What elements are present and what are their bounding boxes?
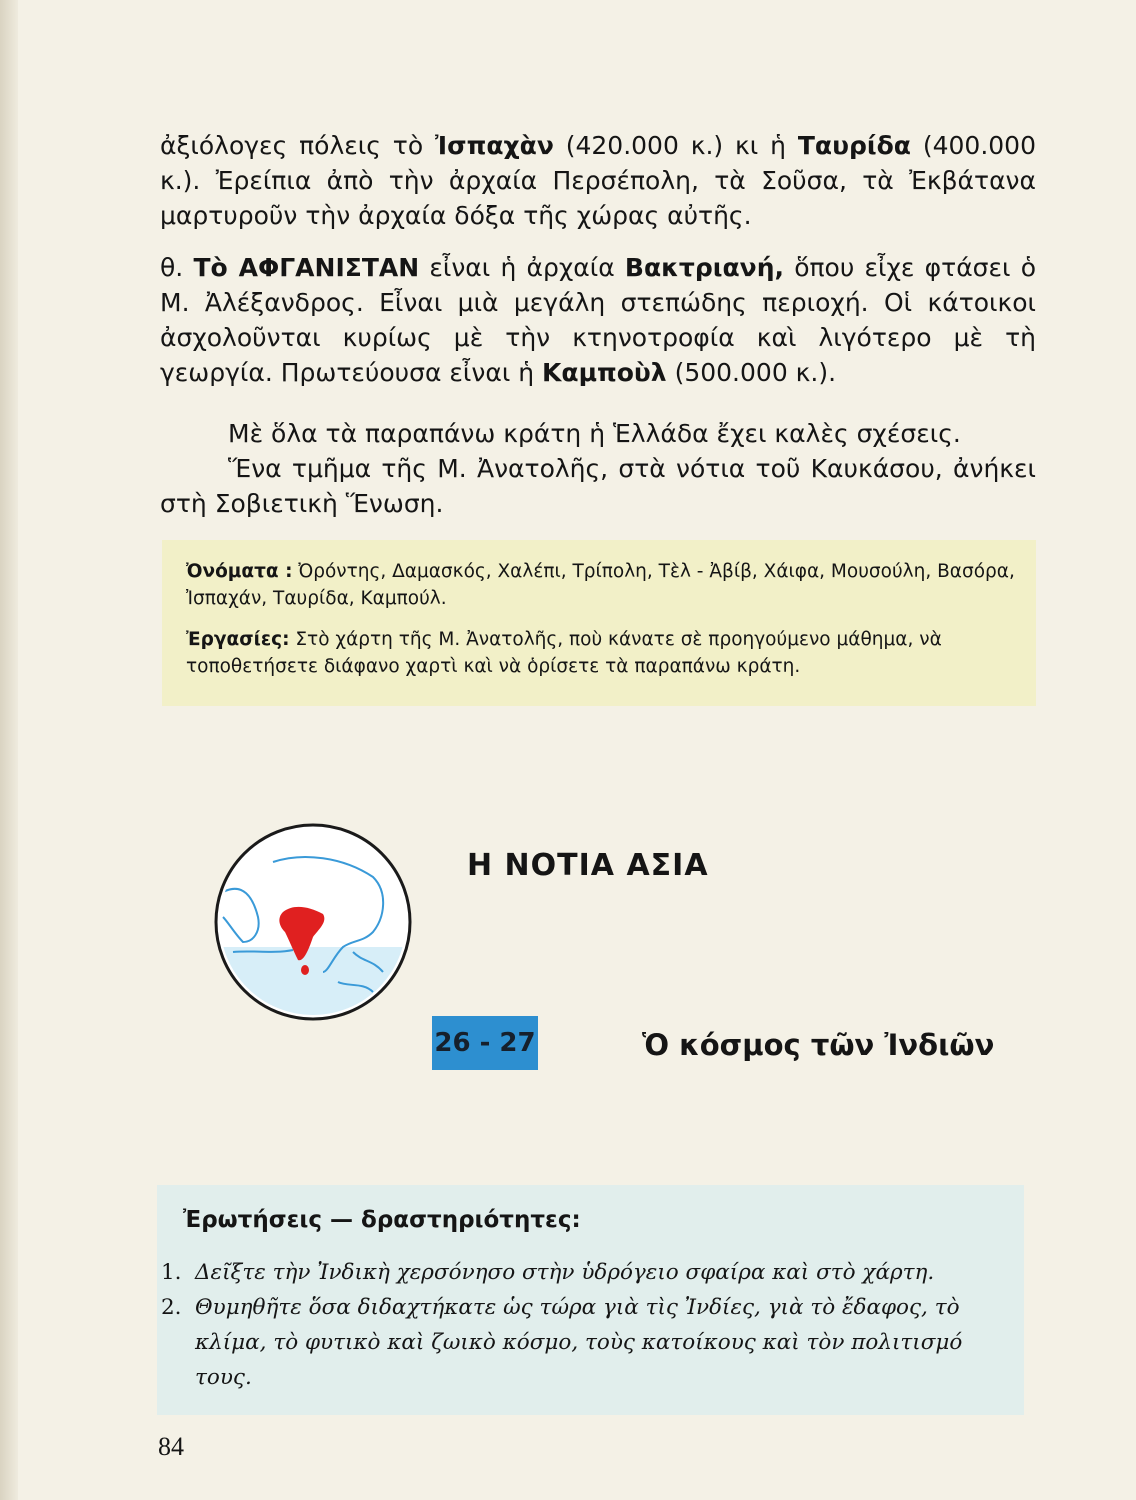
lesson-title: Ὁ κόσμος τῶν Ἰνδιῶν (642, 1028, 995, 1062)
bold-term-bactria: Βακτριανή, (624, 253, 784, 282)
question-item (161, 1290, 1014, 1395)
paragraph-iran-cities (160, 128, 1036, 233)
question-text: Δεῖξτε τὴν Ἰνδικὴ χερσόνησο στὴν ὑδρόγειο σφαίρα καὶ στὸ χάρτη. (195, 1260, 935, 1285)
bold-term-kabul: Καμποὺλ (542, 358, 667, 387)
names-label: Ὀνόματα : (186, 561, 293, 582)
tasks-text: Στὸ χάρτη τῆς Μ. Ἀνατολῆς, ποὺ κάνατε σὲ προηγούμενο μάθημα, νὰ τοποθετήσετε διάφανο χαρτὶ καὶ νὰ ὁρίσετε τὰ παραπάνω κράτη. (186, 629, 942, 677)
tasks-label: Ἐργασίες: (186, 629, 290, 650)
text-run: (500.000 κ.). (666, 358, 837, 387)
soviet-sentence: Ἕνα τμῆμα τῆς Μ. Ἀνατολῆς, στὰ νότια τοῦ Καυκάσου, ἀνήκει στὴ Σοβιετικὴ Ἕνωση. (160, 454, 1036, 518)
names-tasks-box (162, 540, 1036, 706)
sri-lanka-highlight (301, 965, 309, 975)
globe-map-south-asia (213, 822, 413, 1022)
lesson-number-badge: 26 - 27 (432, 1016, 538, 1070)
text-run: ἀξιόλογες πόλεις τὸ (160, 131, 436, 160)
questions-box (157, 1185, 1024, 1415)
page-binding-edge (0, 0, 18, 1500)
page-number: 84 (158, 1432, 184, 1461)
question-number: 1. (161, 1260, 182, 1285)
section-title: Η ΝΟΤΙΑ ΑΣΙΑ (467, 848, 709, 883)
bold-term-isfahan: Ἰσπαχὰν (435, 131, 554, 160)
bold-term-tabriz: Ταυρίδα (797, 131, 911, 160)
paragraph-relations (160, 416, 1036, 521)
text-run: (420.000 κ.) κι ἡ (553, 131, 798, 160)
question-number: 2. (161, 1295, 182, 1320)
bold-term-afghanistan: Τὸ ΑΦΓΑΝΙΣΤΑΝ (193, 253, 420, 282)
text-run: (400.000 κ.). Ἐρείπια ἀπὸ τὴν ἀρχαία Περσέπολη, τὰ Σοῦσα, τὰ Ἐκβάτανα μαρτυροῦν τὴν ἀρχαία δόξα τῆς χώρας αὐτῆς. (160, 131, 1036, 230)
names-list: Ὀρόντης, Δαμασκός, Χαλέπι, Τρίπολη, Τὲλ - Ἀβίβ, Χάιφα, Μουσούλη, Βασόρα, Ἰσπαχάν, Ταυρίδα, Καμπούλ. (186, 561, 1015, 609)
question-item (161, 1255, 1014, 1290)
text-run: θ. (160, 253, 194, 282)
text-run: εἶναι ἡ ἀρχαία (419, 253, 625, 282)
text-run: ὅπου εἶχε φτάσει ὁ Μ. Ἀλέξανδρος. Εἶναι μιὰ μεγάλη στεπώδης περιοχή. Οἱ κάτοικοι ἀσχολοῦνται κυρίως μὲ τὴν κτηνοτροφία καὶ λιγότερο μὲ τὴ γεωργία. Πρωτεύουσα εἶναι ἡ (160, 253, 1036, 387)
tasks-line (186, 626, 1026, 680)
questions-heading: Ἐρωτήσεις — δραστηριότητες: (183, 1207, 581, 1233)
question-text: Θυμηθῆτε ὅσα διδαχτήκατε ὡς τώρα γιὰ τὶς Ἰνδίες, γιὰ τὸ ἔδαφος, τὸ κλίμα, τὸ φυτικὸ καὶ ζωικὸ κόσμο, τοὺς κατοίκους καὶ τὸν πολιτισμό τους. (195, 1295, 963, 1390)
relations-sentence: Μὲ ὅλα τὰ παραπάνω κράτη ἡ Ἑλλάδα ἔχει καλὲς σχέσεις. (228, 419, 961, 448)
paragraph-afghanistan (160, 250, 1036, 390)
names-line (186, 558, 1026, 612)
